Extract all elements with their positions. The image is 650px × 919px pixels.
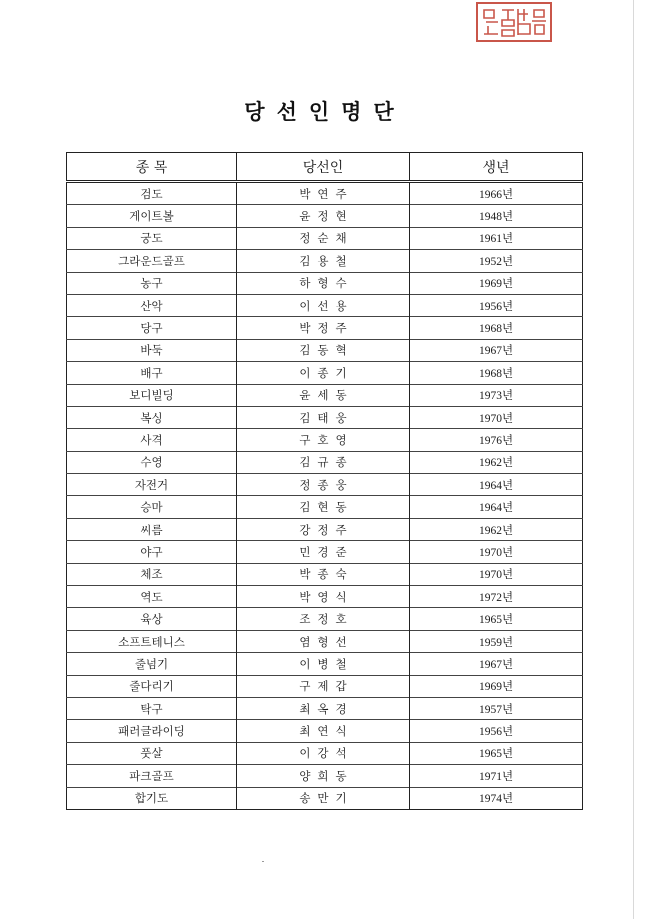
sport-cell: 줄다리기 — [67, 675, 237, 697]
year-cell: 1974년 — [410, 787, 583, 809]
sport-cell: 농구 — [67, 272, 237, 294]
sport-cell: 그라운드골프 — [67, 250, 237, 272]
name-cell: 김현동 — [237, 496, 410, 518]
table-row — [67, 563, 583, 585]
sport-cell: 게이트볼 — [67, 205, 237, 227]
name-cell: 윤정현 — [237, 205, 410, 227]
table-row — [67, 630, 583, 652]
name-cell: 정순채 — [237, 227, 410, 249]
name-cell: 이종기 — [237, 362, 410, 384]
sport-cell: 보디빌딩 — [67, 384, 237, 406]
sport-cell: 소프트테니스 — [67, 630, 237, 652]
header-elected-person: 당선인 — [237, 153, 410, 182]
name-cell: 조정호 — [237, 608, 410, 630]
year-cell: 1965년 — [410, 742, 583, 764]
year-cell: 1967년 — [410, 339, 583, 361]
name-cell: 최연식 — [237, 720, 410, 742]
sport-cell: 야구 — [67, 541, 237, 563]
sport-cell: 풋살 — [67, 742, 237, 764]
table-row — [67, 272, 583, 294]
sport-cell: 복싱 — [67, 406, 237, 428]
table-row — [67, 429, 583, 451]
table-row — [67, 720, 583, 742]
year-cell: 1962년 — [410, 451, 583, 473]
document-title: 당선인명단 — [244, 99, 406, 124]
name-cell: 박연주 — [237, 182, 410, 205]
year-cell: 1965년 — [410, 608, 583, 630]
name-cell: 김규종 — [237, 451, 410, 473]
sport-cell: 사격 — [67, 429, 237, 451]
table-row — [67, 384, 583, 406]
table-row — [67, 227, 583, 249]
year-cell: 1957년 — [410, 697, 583, 719]
year-cell: 1971년 — [410, 765, 583, 787]
sport-cell: 파크골프 — [67, 765, 237, 787]
table-row — [67, 339, 583, 361]
header-sport: 종 목 — [67, 153, 237, 182]
year-cell: 1972년 — [410, 586, 583, 608]
header-birth-year: 생년 — [410, 153, 583, 182]
name-cell: 박정주 — [237, 317, 410, 339]
name-cell: 이선용 — [237, 294, 410, 316]
sport-cell: 씨름 — [67, 518, 237, 540]
sport-cell: 패러글라이딩 — [67, 720, 237, 742]
sport-cell: 합기도 — [67, 787, 237, 809]
year-cell: 1964년 — [410, 474, 583, 496]
sport-cell: 자전거 — [67, 474, 237, 496]
sport-cell: 궁도 — [67, 227, 237, 249]
name-cell: 염형선 — [237, 630, 410, 652]
name-cell: 윤세동 — [237, 384, 410, 406]
year-cell: 1970년 — [410, 406, 583, 428]
year-cell: 1973년 — [410, 384, 583, 406]
name-cell: 송만기 — [237, 787, 410, 809]
table-row — [67, 205, 583, 227]
name-cell: 하형수 — [237, 272, 410, 294]
year-cell: 1964년 — [410, 496, 583, 518]
year-cell: 1976년 — [410, 429, 583, 451]
year-cell: 1968년 — [410, 317, 583, 339]
year-cell: 1970년 — [410, 563, 583, 585]
name-cell: 강정주 — [237, 518, 410, 540]
sport-cell: 줄넘기 — [67, 653, 237, 675]
table-row — [67, 787, 583, 809]
table-row — [67, 675, 583, 697]
sport-cell: 산악 — [67, 294, 237, 316]
name-cell: 민경준 — [237, 541, 410, 563]
table-row — [67, 496, 583, 518]
sport-cell: 검도 — [140, 186, 163, 201]
year-cell: 1970년 — [410, 541, 583, 563]
table-row — [67, 765, 583, 787]
year-cell: 1969년 — [410, 272, 583, 294]
year-cell: 1952년 — [410, 250, 583, 272]
table-row — [67, 541, 583, 563]
table-header-row — [67, 153, 583, 182]
table-row — [67, 697, 583, 719]
year-cell: 1956년 — [410, 720, 583, 742]
sport-cell: 배구 — [67, 362, 237, 384]
sport-cell: 당구 — [67, 317, 237, 339]
name-cell: 박종숙 — [237, 563, 410, 585]
table-row — [67, 653, 583, 675]
sport-cell: 바둑 — [67, 339, 237, 361]
table-row — [67, 294, 583, 316]
name-cell: 이병철 — [237, 653, 410, 675]
year-cell: 1968년 — [410, 362, 583, 384]
table-row — [67, 406, 583, 428]
table-row — [67, 518, 583, 540]
table-row — [67, 608, 583, 630]
official-seal-stamp — [476, 2, 552, 42]
year-cell: 1967년 — [410, 653, 583, 675]
page-edge-line — [633, 0, 634, 919]
sport-cell: 역도 — [67, 586, 237, 608]
name-cell: 박영식 — [237, 586, 410, 608]
sport-cell: 탁구 — [67, 697, 237, 719]
name-cell: 정종웅 — [237, 474, 410, 496]
name-cell: 김용철 — [237, 250, 410, 272]
year-cell: 1966년 — [410, 182, 583, 205]
sport-cell: 체조 — [67, 563, 237, 585]
year-cell: 1959년 — [410, 630, 583, 652]
sport-cell: 육상 — [67, 608, 237, 630]
year-cell: 1962년 — [410, 518, 583, 540]
table-row — [67, 586, 583, 608]
name-cell: 양희동 — [237, 765, 410, 787]
name-cell: 구호영 — [237, 429, 410, 451]
table-row — [67, 250, 583, 272]
year-cell: 1956년 — [410, 294, 583, 316]
name-cell: 김동혁 — [237, 339, 410, 361]
year-cell: 1961년 — [410, 227, 583, 249]
scan-speck — [262, 861, 264, 862]
year-cell: 1948년 — [410, 205, 583, 227]
name-cell: 이강석 — [237, 742, 410, 764]
sport-cell: 승마 — [67, 496, 237, 518]
table-row — [67, 474, 583, 496]
sport-cell: 수영 — [67, 451, 237, 473]
elected-members-table — [66, 152, 583, 810]
table-row — [67, 317, 583, 339]
name-cell: 김태웅 — [237, 406, 410, 428]
table-body — [67, 182, 583, 810]
table-row — [67, 182, 583, 205]
table-row — [67, 362, 583, 384]
name-cell: 구제갑 — [237, 675, 410, 697]
name-cell: 최옥경 — [237, 697, 410, 719]
year-cell: 1969년 — [410, 675, 583, 697]
table-row — [67, 451, 583, 473]
table-row — [67, 742, 583, 764]
